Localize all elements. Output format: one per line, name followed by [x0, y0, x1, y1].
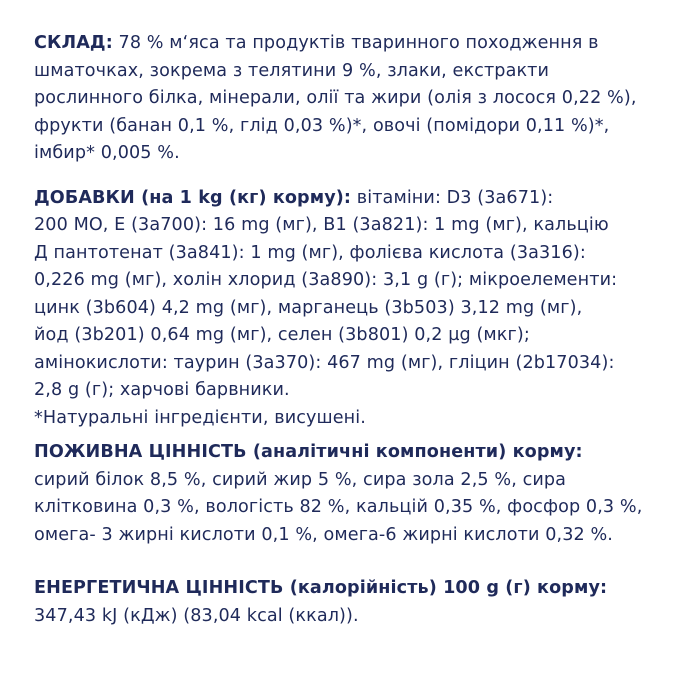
additives-line-6: йод (3b201) 0,64 mg (мг), селен (3b801) 0,2 µg (мкг);: [34, 325, 530, 345]
additives-line-2: 200 МО, Е (3а700): 16 mg (мг), В1 (3а821): 1 mg (мг), кальцію: [34, 215, 609, 235]
composition-line-3: рослинного білка, мінерали, олії та жири (олія з лосося 0,22 %),: [34, 88, 637, 108]
additives-line-8: 2,8 g (г); харчові барвники.: [34, 380, 290, 400]
nutrition-section: [34, 439, 674, 549]
energy-line-1: 347,43 kJ (кДж) (83,04 kcal (ккал)).: [34, 605, 359, 626]
footnote-natural-ingredients: *Натуральні інгредієнти, висушені.: [34, 407, 366, 428]
composition-line-5: імбир* 0,005 %.: [34, 143, 180, 163]
composition-line-1: [34, 30, 674, 58]
composition-text: 78 % м‘яса та продуктів тваринного походження в: [112, 33, 599, 53]
nutrition-line-2: клітковина 0,3 %, вологість 82 %, кальцій 0,35 %, фосфор 0,3 %,: [34, 497, 643, 517]
composition-heading: СКЛАД:: [34, 33, 113, 53]
nutrition-heading: ПОЖИВНА ЦІННІСТЬ (аналітичні компоненти) корму:: [34, 442, 583, 462]
additives-line-3: Д пантотенат (3а841): 1 mg (мг), фолієва кислота (3а316):: [34, 242, 586, 263]
additives-heading: ДОБАВКИ (на 1 kg (кг) корму):: [34, 187, 352, 208]
additives-line-7: амінокислоти: таурин (3а370): 467 mg (мг), гліцин (2b17034):: [34, 352, 615, 373]
composition-section: [34, 30, 674, 168]
additives-line-1: [34, 185, 674, 213]
energy-section: [34, 575, 674, 630]
composition-line-4: фрукти (банан 0,1 %, глід 0,03 %)*, овочі (помідори 0,11 %)*,: [34, 115, 610, 136]
nutrition-line-3: омега- 3 жирні кислоти 0,1 %, омега-6 жирні кислоти 0,32 %.: [34, 524, 613, 545]
energy-heading: ЕНЕРГЕТИЧНА ЦІННІСТЬ (калорійність) 100 g (г) корму:: [34, 578, 608, 598]
additives-line-5: цинк (3b604) 4,2 mg (мг), марганець (3b503) 3,12 mg (мг),: [34, 297, 583, 318]
additives-section: [34, 185, 674, 433]
additives-line-4: 0,226 mg (мг), холін хлорид (3а890): 3,1 g (г); мікроелементи:: [34, 270, 618, 290]
composition-line-2: шматочках, зокрема з телятини 9 %, злаки, екстракти: [34, 60, 550, 81]
ingredients-document: [34, 30, 674, 630]
additives-text: вітаміни: D3 (3а671):: [351, 187, 554, 208]
nutrition-line-1: сирий білок 8,5 %, сирий жир 5 %, сира зола 2,5 %, сира: [34, 469, 567, 490]
